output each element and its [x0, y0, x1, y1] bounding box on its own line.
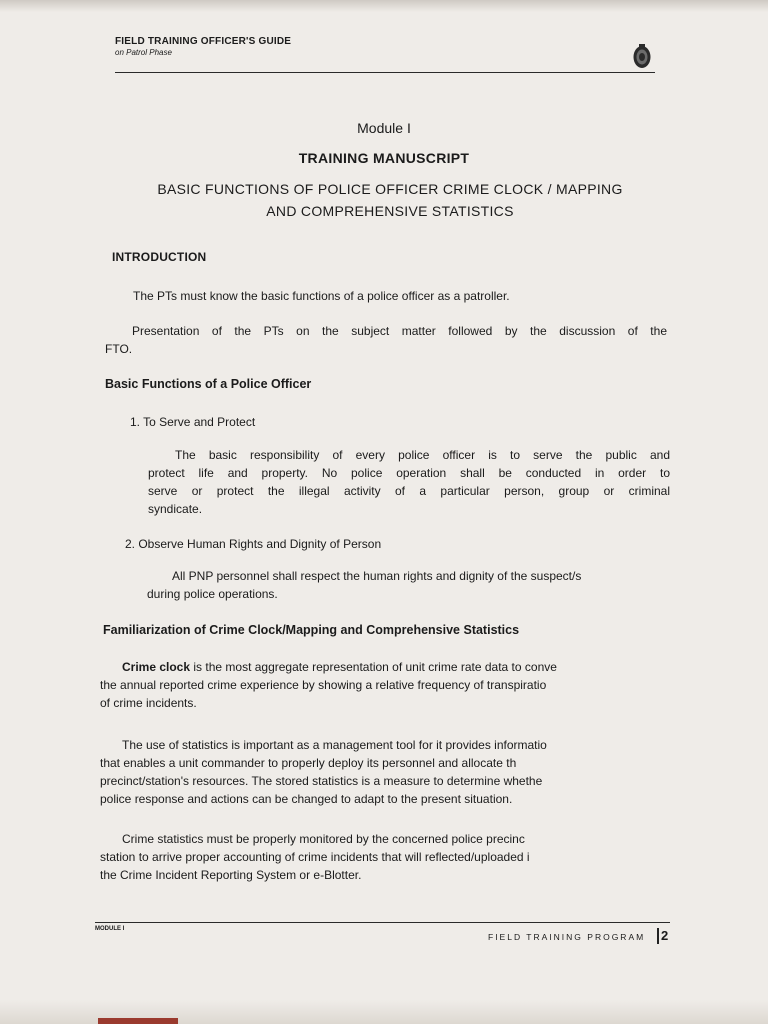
item-1-title: 1. To Serve and Protect [130, 415, 256, 429]
text-line: station to arrive proper accounting of crime incidents that will reflected/uploaded i [100, 850, 530, 864]
bottom-edge-mark [98, 1018, 178, 1024]
item-1-paragraph [148, 446, 670, 518]
module-label: Module I [357, 120, 411, 136]
page-number: 2 [661, 928, 669, 943]
text-line: The basic responsibility of every police officer is to serve the public and [175, 448, 670, 462]
header-divider [115, 72, 655, 73]
text-line: FTO. [105, 342, 133, 356]
header-title: FIELD TRAINING OFFICER'S GUIDE [115, 36, 292, 47]
text-line: Presentation of the PTs on the subject matter followed by the discussion of the [132, 324, 667, 338]
header-subtitle: on Patrol Phase [115, 48, 172, 57]
footer-separator [657, 928, 659, 944]
footer-divider [95, 922, 670, 923]
introduction-heading: INTRODUCTION [112, 250, 207, 264]
statistics-paragraph [100, 736, 670, 808]
footer-program-label: FIELD TRAINING PROGRAM [488, 932, 646, 942]
text-line: the Crime Incident Reporting System or e-Blotter. [100, 868, 362, 882]
footer-module-label: MODULE I [95, 926, 125, 932]
intro-paragraph-1: The PTs must know the basic functions of a police officer as a patroller. [133, 289, 510, 303]
text-line: police response and actions can be changed to adapt to the present situation. [100, 792, 513, 806]
subtitle-line: BASIC FUNCTIONS OF POLICE OFFICER CRIME CLOCK / MAPPING [157, 181, 623, 197]
page-title: TRAINING MANUSCRIPT [298, 150, 470, 166]
page-top-shadow [0, 0, 768, 12]
text-line [100, 658, 670, 676]
basic-functions-heading: Basic Functions of a Police Officer [105, 377, 312, 391]
text-line: syndicate. [148, 502, 203, 516]
text-line: serve or protect the illegal activity of a particular person, group or criminal [148, 484, 670, 498]
text-line: Crime statistics must be properly monitored by the concerned police precinc [122, 832, 525, 846]
subtitle-line: AND COMPREHENSIVE STATISTICS [266, 203, 514, 219]
item-2-paragraph [147, 567, 670, 603]
text-span: is the most aggregate representation of unit crime rate data to conve [190, 660, 557, 674]
text-line: the annual reported crime experience by showing a relative frequency of transpiratio [100, 678, 547, 692]
crime-statistics-paragraph [100, 830, 670, 884]
text-line: precinct/station's resources. The stored statistics is a measure to determine whethe [100, 774, 543, 788]
text-line: that enables a unit commander to properly deploy its personnel and allocate th [100, 756, 517, 770]
text-line: of crime incidents. [100, 696, 197, 710]
crime-clock-paragraph [100, 658, 670, 712]
item-2-title: 2. Observe Human Rights and Dignity of Person [125, 537, 382, 551]
text-line: protect life and property. No police operation shall be conducted in order to [148, 466, 670, 480]
pnp-emblem-icon [632, 42, 652, 70]
text-line: during police operations. [147, 587, 278, 601]
text-line: The use of statistics is important as a management tool for it provides informatio [122, 738, 547, 752]
page-subtitle [120, 178, 660, 222]
crime-clock-term: Crime clock [122, 660, 191, 674]
running-header [115, 36, 660, 57]
intro-paragraph-2 [105, 322, 667, 358]
familiarization-heading: Familiarization of Crime Clock/Mapping and Comprehensive Statistics [103, 623, 520, 637]
text-line: All PNP personnel shall respect the human rights and dignity of the suspect/s [172, 569, 582, 583]
